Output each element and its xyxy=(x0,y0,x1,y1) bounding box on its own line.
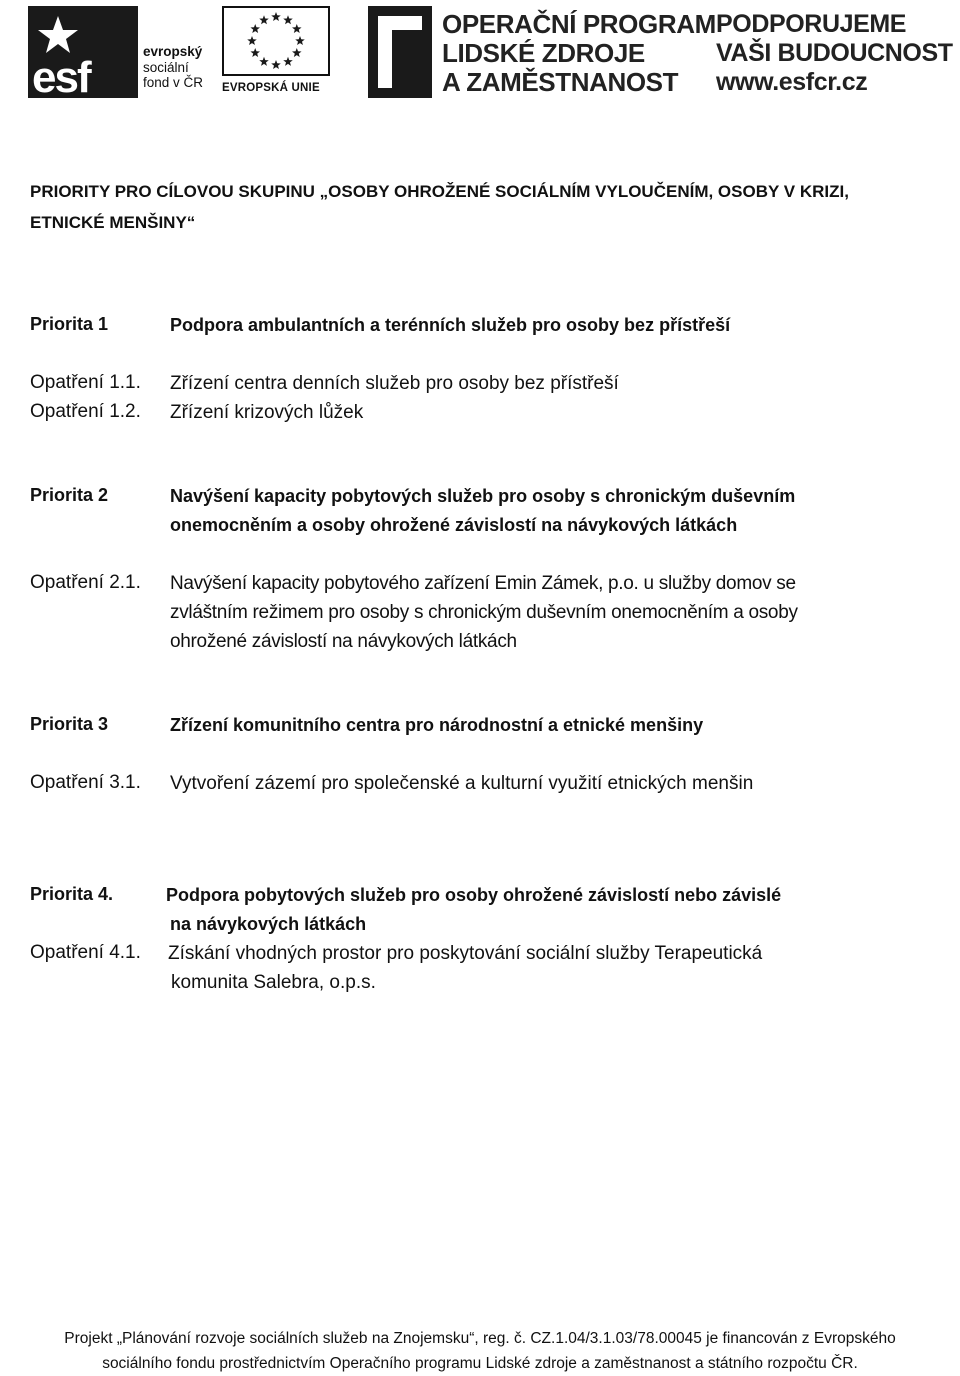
esf-caption-line1: evropský xyxy=(143,44,203,59)
measure-1-1-label: Opatření 1.1. xyxy=(30,372,141,393)
page-title xyxy=(30,176,930,238)
measure-3-1-text: Vytvoření zázemí pro společenské a kulturní využití etnických menšin xyxy=(170,773,754,794)
page-title-line2: ETNICKÉ MENŠINY“ xyxy=(30,213,196,232)
esf-caption-line3: fond v ČR xyxy=(143,75,204,90)
eu-star-icon xyxy=(247,36,257,45)
eu-flag-icon xyxy=(222,6,330,76)
eu-star-icon xyxy=(292,48,302,57)
priority-2-label: Priorita 2 xyxy=(30,485,109,505)
esf-caption-line2: sociální xyxy=(143,59,189,75)
eu-star-icon xyxy=(271,60,281,69)
measure-4-1-label: Opatření 4.1. xyxy=(30,942,141,963)
measure-2-1-label: Opatření 2.1. xyxy=(30,572,141,593)
priority-2-title xyxy=(170,482,930,540)
eu-logo xyxy=(222,6,330,98)
op-title xyxy=(442,10,716,97)
slogan-url: www.esfcr.cz xyxy=(716,68,868,96)
priority-4-title-line2: na návykových látkách xyxy=(170,914,367,934)
measure-2-1-text xyxy=(170,569,940,656)
measure-1-1-text: Zřízení centra denních služeb pro osoby bez přístřeší xyxy=(170,373,619,394)
eu-star-icon xyxy=(250,48,260,57)
measure-3-1-label: Opatření 3.1. xyxy=(30,772,141,793)
measure-4-1-text-line1: Získání vhodných prostor pro poskytování sociální služby Terapeutická xyxy=(168,943,763,964)
footer xyxy=(0,1326,960,1376)
priority-4-title xyxy=(166,881,926,939)
measure-2-1-text-line3: ohrožené závislostí na návykových látkách xyxy=(170,631,517,652)
measure-1-2-label: Opatření 1.2. xyxy=(30,401,141,422)
footer-line2: sociálního fondu prostřednictvím Operačního programu Lidské zdroje a zaměstnanost a státního rozpočtu ČR. xyxy=(102,1355,858,1372)
op-title-line2: LIDSKÉ ZDROJE xyxy=(442,38,645,68)
op-title-line3: A ZAMĚSTNANOST xyxy=(442,67,679,97)
priority-2-title-line2: onemocněním a osoby ohrožené závislostí na návykových látkách xyxy=(170,515,738,535)
priority-3-label: Priorita 3 xyxy=(30,714,109,734)
op-title-line1: OPERAČNÍ PROGRAM xyxy=(442,9,716,39)
footer-line1: Projekt „Plánování rozvoje sociálních služeb na Znojemsku“, reg. č. CZ.1.04/3.1.03/78.00045 je financován z Evropského xyxy=(64,1330,896,1347)
measure-1-2-text: Zřízení krizových lůžek xyxy=(170,402,364,423)
slogan-line2: VAŠI BUDOUCNOST xyxy=(716,39,953,67)
measure-4-1-text xyxy=(168,939,938,997)
priority-1-label: Priorita 1 xyxy=(30,314,109,334)
priority-3-title: Zřízení komunitního centra pro národnostní a etnické menšiny xyxy=(170,715,704,735)
measure-2-1-text-line1: Navýšení kapacity pobytového zařízení Emin Zámek, p.o. u služby domov se xyxy=(170,573,796,594)
page-title-line1: PRIORITY PRO CÍLOVOU SKUPINU „OSOBY OHROŽENÉ SOCIÁLNÍM VYLOUČENÍM, OSOBY V KRIZI, xyxy=(30,182,849,201)
slogan xyxy=(716,10,953,97)
eu-star-icon xyxy=(259,57,269,66)
measure-4-1-text-line2: komunita Salebra, o.p.s. xyxy=(171,972,376,993)
esf-logo-text: esf xyxy=(32,53,90,98)
eu-label: EVROPSKÁ UNIE xyxy=(222,82,320,94)
measure-2-1-text-line2: zvláštním režimem pro osoby s chronickým duševním onemocněním a osoby xyxy=(170,602,798,623)
eu-star-icon xyxy=(292,24,302,33)
priority-4-title-line1: Podpora pobytových služeb pro osoby ohrožené závislostí nebo závislé xyxy=(166,885,782,905)
esf-caption xyxy=(143,44,203,91)
eu-star-icon xyxy=(283,57,293,66)
eu-star-icon xyxy=(271,12,281,21)
priority-4-label: Priorita 4. xyxy=(30,884,114,904)
eu-star-icon xyxy=(295,36,305,45)
op-logo-icon xyxy=(368,6,438,98)
eu-star-icon xyxy=(250,24,260,33)
eu-star-icon xyxy=(283,15,293,24)
priority-1-title: Podpora ambulantních a terénních služeb pro osoby bez přístřeší xyxy=(170,315,731,335)
slogan-line1: PODPORUJEME xyxy=(716,10,907,38)
priority-2-title-line1: Navýšení kapacity pobytových služeb pro osoby s chronickým duševním xyxy=(170,486,796,506)
eu-star-icon xyxy=(259,15,269,24)
